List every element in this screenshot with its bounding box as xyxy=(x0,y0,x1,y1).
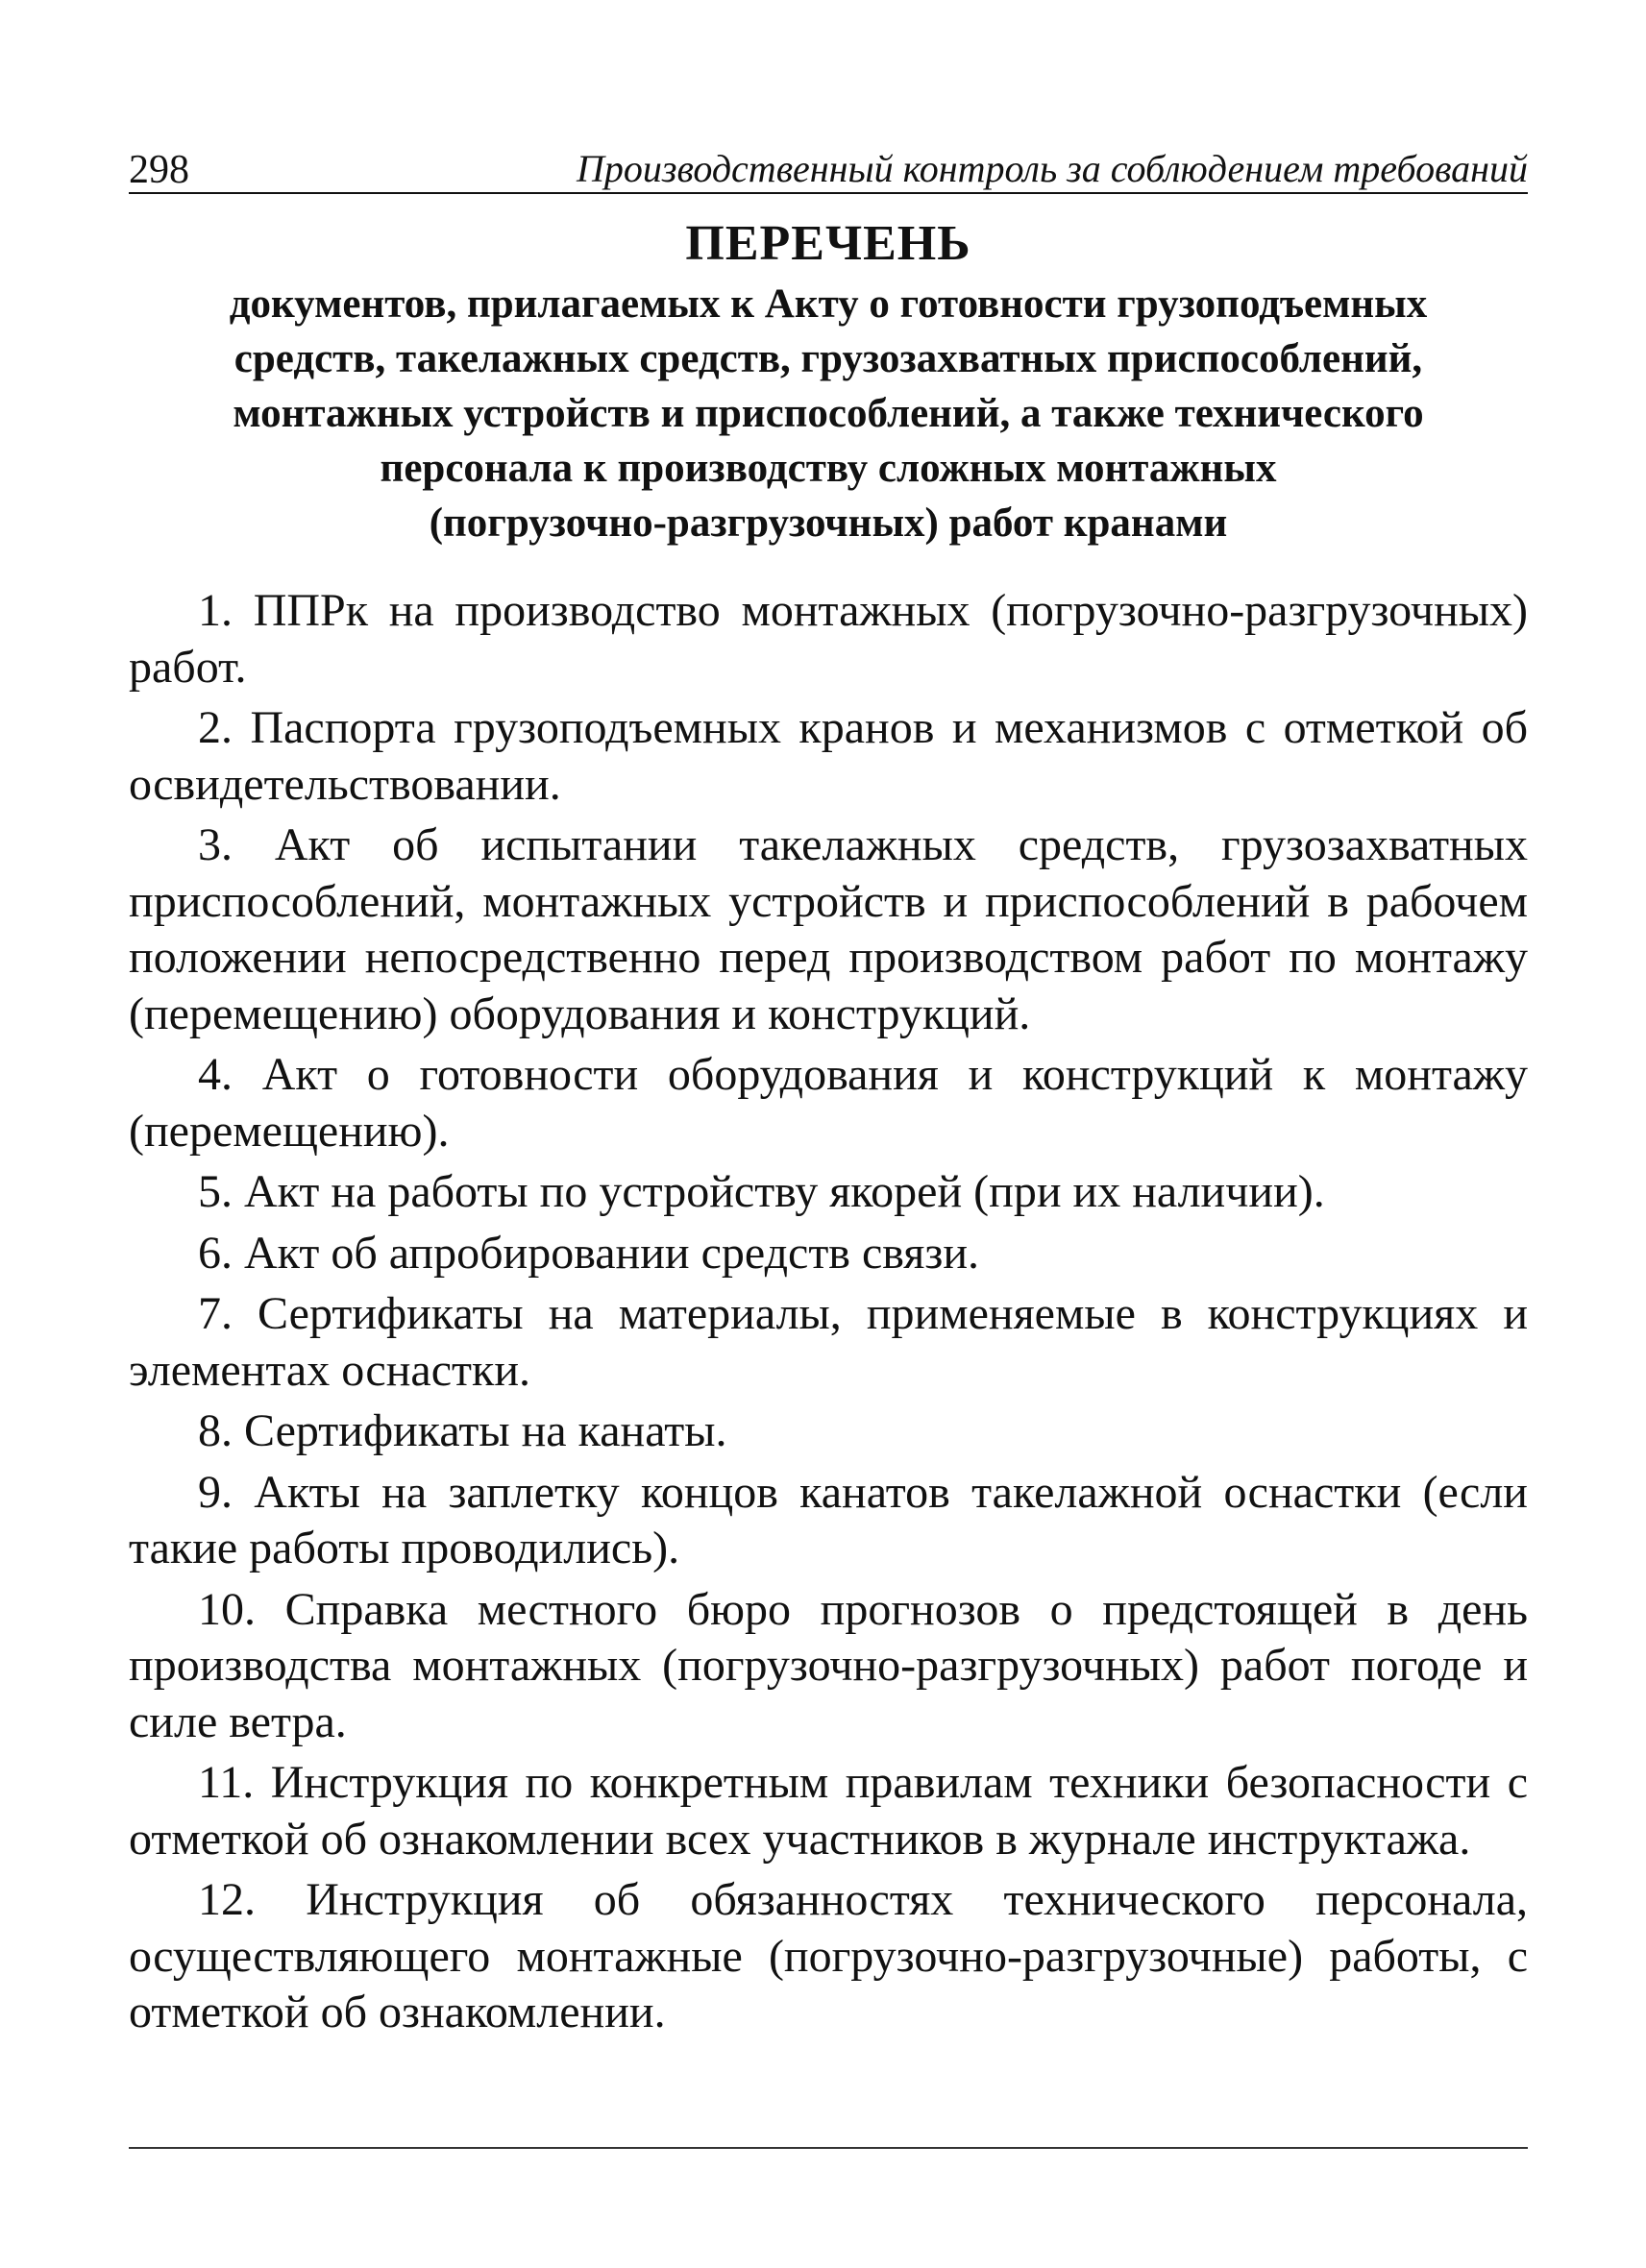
list-item: 12. Инструкция об обязанностях технического персонала, осуществляющего монтажные (погрузочно-разгрузочные) работы, с отметкой об ознакомлении. xyxy=(129,1874,1528,2037)
list-item: 4. Акт о готовности оборудования и конструкций к монтажу (перемещению). xyxy=(129,1049,1528,1157)
document-subtitle xyxy=(129,277,1528,550)
list-item: 3. Акт об испытании такелажных средств, грузозахватных приспособлений, монтажных устройств и приспособлений в рабочем положении непосредственно перед производством работ по монтажу (перемещению) оборудования и конструкций. xyxy=(129,819,1528,1039)
document-page xyxy=(129,144,1528,2046)
page-number: 298 xyxy=(129,148,189,192)
list-item: 10. Справка местного бюро прогнозов о предстоящей в день производства монтажных (погрузочно-разгрузочных) работ погоде и силе ветра. xyxy=(129,1583,1528,1747)
running-title: Производственный контроль за соблюдением требований xyxy=(577,147,1528,190)
list-item: 2. Паспорта грузоподъемных кранов и механизмов с отметкой об освидетельствовании. xyxy=(129,702,1528,810)
list-item: 7. Сертификаты на материалы, применяемые в конструкциях и элементах оснастки. xyxy=(129,1288,1528,1396)
document-list xyxy=(129,583,1528,2041)
list-item: 5. Акт на работы по устройству якорей (при их наличии). xyxy=(198,1166,1325,1217)
document-title: ПЕРЕЧЕНЬ xyxy=(685,216,971,271)
subtitle-line: средств, такелажных средств, грузозахватных приспособлений, xyxy=(233,336,1423,381)
document-heading xyxy=(129,213,1528,550)
list-item: 1. ППРк на производство монтажных (погрузочно-разгрузочных) работ. xyxy=(129,585,1528,693)
running-header xyxy=(129,144,1528,194)
subtitle-line: персонала к производству сложных монтажных xyxy=(380,446,1277,491)
subtitle-line: (погрузочно-разгрузочных) работ кранами xyxy=(429,500,1228,546)
list-item: 8. Сертификаты на канаты. xyxy=(198,1405,727,1456)
subtitle-line: монтажных устройств и приспособлений, а также технического xyxy=(233,391,1424,436)
footer-divider xyxy=(129,2147,1528,2149)
list-item: 9. Акты на заплетку концов канатов такелажной оснастки (если такие работы проводились). xyxy=(129,1466,1528,1573)
list-item: 6. Акт об апробировании средств связи. xyxy=(198,1227,980,1279)
subtitle-line: документов, прилагаемых к Акту о готовности грузоподъемных xyxy=(229,281,1428,327)
list-item: 11. Инструкция по конкретным правилам техники безопасности с отметкой об ознакомлении всех участников в журнале инструктажа. xyxy=(129,1757,1528,1865)
